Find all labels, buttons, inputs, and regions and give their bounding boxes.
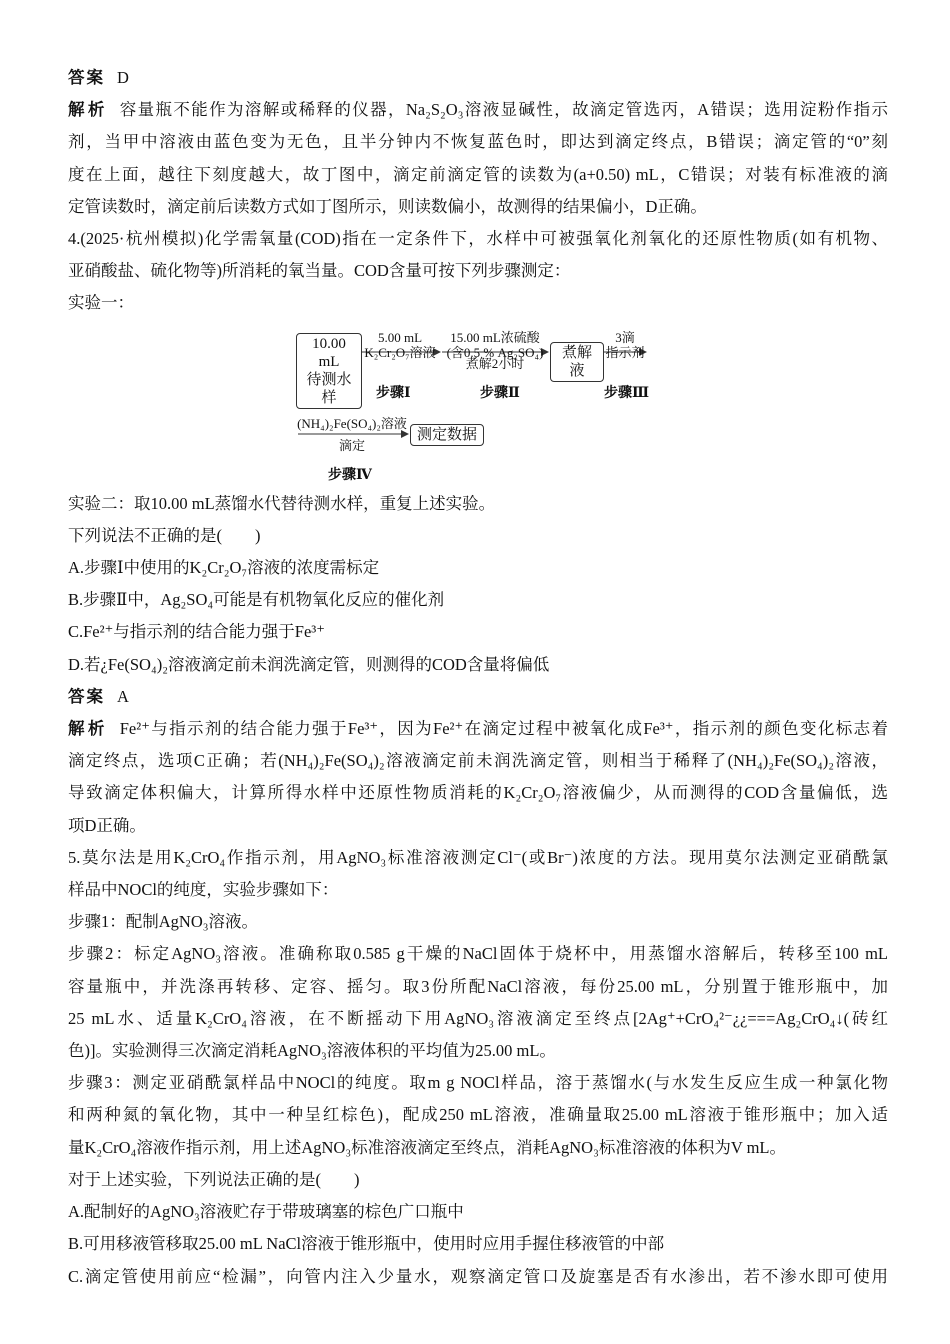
q3-answer-line: [68, 62, 888, 94]
q5-option-c: C.滴定管使用前应“检漏”，向管内注入少量水，观察滴定管口及旋塞是否有水渗出，若不渗水即可使用: [68, 1266, 888, 1286]
step-1-label: 步骤Ⅰ: [376, 385, 411, 401]
q4-analysis-line-3: 导致滴定体积偏大，计算所得水样中还原性物质消耗的K₂Cr₂O₇溶液偏少，从而测得的COD含量偏低，选: [68, 783, 888, 803]
arrow2-label-top: 15.00 mL浓硫酸 (含0.5 % Ag₂SO₄): [446, 329, 544, 360]
q4-exp1-label: 实验一：: [68, 293, 134, 313]
q5-step3-line-2: 和两种氮的氧化物，其中一种呈红棕色)，配成250 mL溶液，准确量取25.00 mL溶液于锥形瓶中；加入适: [68, 1105, 888, 1125]
q5-step3-line-3: 量K₂CrO₄溶液作指示剂，用上述AgNO₃标准溶液滴定至终点，消耗AgNO₃标准溶液的体积为V mL。: [68, 1137, 786, 1157]
q3-analysis-line-2: 剂，当甲中溶液由蓝色变为无色，且半分钟内不恢复蓝色时，即达到滴定终点，B错误；滴定管的“0”刻: [68, 132, 888, 152]
step-2-label: 步骤Ⅱ: [480, 385, 520, 401]
flowchart: [68, 322, 888, 488]
q5-step2-line-4: 色)]。实验测得三次滴定消耗AgNO₃溶液体积的平均值为25.00 mL。: [68, 1041, 556, 1061]
analysis-label: 解析: [68, 719, 108, 739]
answer-label: 答案: [68, 686, 105, 706]
q5-step2-line-1: 步骤2：标定AgNO₃溶液。准确称取0.585 g干燥的NaCl固体于烧杯中，用蒸馏水溶解后，转移至100 mL: [68, 944, 888, 964]
arrow4-label-bottom: 滴定: [338, 437, 365, 453]
q4-analysis-line-2: 滴定终点，选项C正确；若(NH₄)₂Fe(SO₄)₂溶液滴定前未润洗滴定管，则相当于稀释了(NH₄)₂Fe(SO₄)₂溶液，: [68, 751, 888, 771]
q4-analysis-line-4: 项D正确。: [68, 815, 146, 835]
q5-question: 对于上述实验，下列说法正确的是( ): [68, 1169, 360, 1189]
q5-option-a: A.配制好的AgNO₃溶液贮存于带玻璃塞的棕色广口瓶中: [68, 1202, 464, 1222]
q4-stem-line-1: 4.(2025·杭州模拟)化学需氧量(COD)指在一定条件下，水样中可被强氧化剂氧化的还原性物质(如有机物、: [68, 229, 888, 249]
box-sample: 10.00 mL 待测水样: [296, 333, 362, 409]
box-measured-data: 测定数据: [410, 424, 484, 446]
q5-option-b: B.可用移液管移取25.00 mL NaCl溶液于锥形瓶中，使用时应用手握住移液管的中部: [68, 1234, 665, 1254]
arrow3-label: 3滴 指示剂: [605, 329, 645, 360]
q3-analysis-line-3: 度在上面，越往下刻度越大，故丁图中，滴定前滴定管的读数为(a+0.50) mL，C错误；对装有标准液的滴: [68, 164, 888, 184]
document-page: [68, 62, 888, 1293]
step-3-label: 步骤Ⅲ: [604, 385, 650, 401]
q5-step1: 步骤1：配制AgNO₃溶液。: [68, 912, 258, 932]
q4-option-a: A.步骤Ⅰ中使用的K₂Cr₂O₇溶液的浓度需标定: [68, 558, 380, 578]
q3-analysis-line-4: 定管读数时，滴定前后读数方式如丁图所示，则读数偏小，故测得的结果偏小，D正确。: [68, 196, 707, 216]
q5-step2-line-3: 25 mL水、适量K₂CrO₄溶液，在不断摇动下用AgNO₃溶液滴定至终点[2Ag⁺+CrO₄²⁻¿¿===Ag₂CrO₄↓(砖红: [68, 1008, 888, 1028]
analysis-label: 解析: [68, 100, 108, 120]
answer-value: A: [117, 686, 129, 706]
answer-label: 答案: [68, 68, 105, 87]
answer-value: D: [117, 68, 129, 87]
step-4-label: 步骤Ⅳ: [328, 467, 372, 483]
arrow2-label-bottom: 煮解2小时: [465, 355, 525, 371]
q4-analysis-line-1: 解析 Fe²⁺与指示剂的结合能力强于Fe³⁺，因为Fe²⁺在滴定过程中被氧化成Fe³⁺，指示剂的颜色变化标志着: [68, 719, 888, 739]
q4-exp2: 实验二：取10.00 mL蒸馏水代替待测水样，重复上述实验。: [68, 493, 496, 513]
q4-question: 下列说法不正确的是( ): [68, 525, 261, 545]
q3-analysis-line-1: 解析 容量瓶不能作为溶解或稀释的仪器，Na₂S₂O₃溶液显碱性，故滴定管选丙，A错误；选用淀粉作指示: [68, 100, 888, 120]
q5-stem-line-2: 样品中NOCl的纯度，实验步骤如下：: [68, 880, 339, 900]
q4-option-d: D.若¿Fe(SO₄)₂溶液滴定前未润洗滴定管，则测得的COD含量将偏低: [68, 654, 550, 674]
box-boiled-solution: 煮解液: [550, 342, 604, 382]
q5-step3-line-1: 步骤3：测定亚硝酰氯样品中NOCl的纯度。取m g NOCl样品，溶于蒸馏水(与水发生反应生成一种氯化物: [68, 1073, 888, 1093]
q5-stem-line-1: 5.莫尔法是用K₂CrO₄作指示剂，用AgNO₃标准溶液测定Cl⁻(或Br⁻)浓度的方法。现用莫尔法测定亚硝酰氯: [68, 847, 888, 867]
q4-option-c: C.Fe²⁺与指示剂的结合能力强于Fe³⁺: [68, 622, 325, 642]
q4-option-b: B.步骤Ⅱ中，Ag₂SO₄可能是有机物氧化反应的催化剂: [68, 590, 445, 610]
q5-step2-line-2: 容量瓶中，并洗涤再转移、定容、摇匀。取3份所配NaCl溶液，每份25.00 mL，分别置于锥形瓶中，加: [68, 976, 888, 996]
q4-answer-line: [68, 681, 888, 713]
arrow4-label-top: (NH₄)₂Fe(SO₄)₂溶液: [297, 415, 407, 431]
q4-stem-line-2: 亚硝酸盐、硫化物等)所消耗的氧当量。COD含量可按下列步骤测定：: [68, 261, 571, 281]
arrow1-label: 5.00 mL K₂Cr₂O₇溶液: [364, 329, 436, 360]
